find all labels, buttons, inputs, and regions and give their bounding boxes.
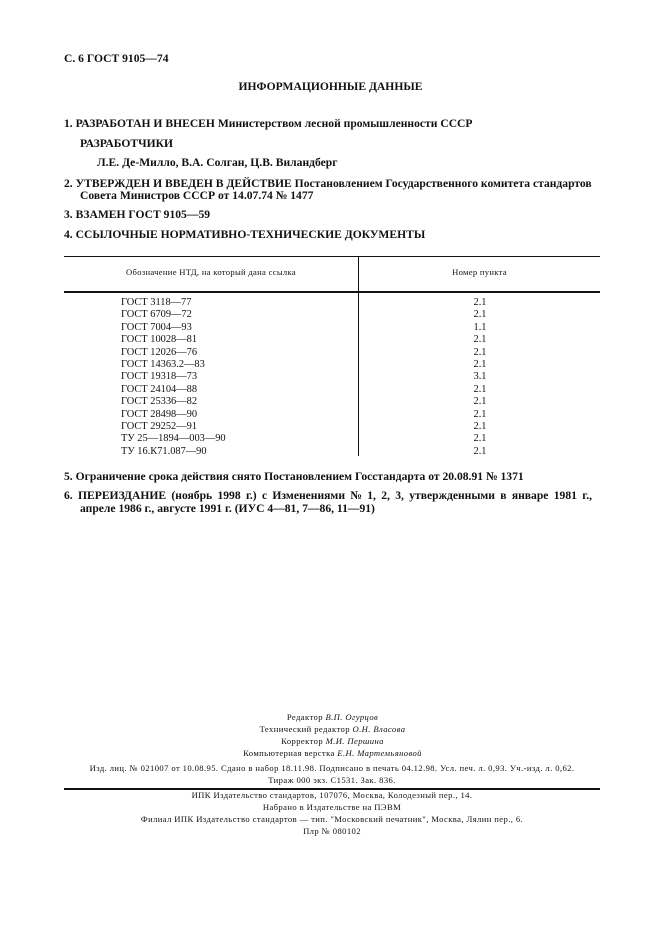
publisher-line-2: Набрано в Издательстве на ПЭВМ [262,802,402,812]
item-1 [64,117,473,130]
clause-number: 2.1 [473,433,487,445]
clause-number: 2.1 [473,445,487,457]
credit-line [0,736,661,746]
table-header-ntd: Обозначение НТД, на который дана ссылка [126,267,296,277]
clause-number: 2.1 [473,346,487,358]
credit-line [0,748,661,758]
item-3: 3. ВЗАМЕН ГОСТ 9105—59 [64,208,211,221]
item-5: 5. Ограничение срока действия снято Постановлением Госстандарта от 20.08.91 № 1371 [64,470,524,483]
credit-role: Технический редактор [259,724,350,734]
imprint-line-1: Изд. лиц. № 021007 от 10.08.95. Сдано в набор 18.11.98. Подписано в печать 04.12.98. Усл. печ. л. 0,93. Уч.-изд. л. 0,62. [89,763,575,773]
clause-number: 2.1 [473,334,487,346]
ntd-designation: ГОСТ 12026—76 [121,346,198,358]
ntd-designation: ГОСТ 25336—82 [121,396,198,408]
ntd-designation: ТУ 25—1894—003—90 [121,433,226,445]
clause-number: 1.1 [473,321,487,333]
credit-name: Е.Н. Мартемьяновой [337,748,422,758]
publisher-line-4: Плр № 080102 [303,826,361,836]
item-2-text: Постановлением Государственного комитета стандартов [294,177,592,190]
item-2-label: 2. УТВЕРЖДЕН И ВВЕДЕН В ДЕЙСТВИЕ [64,177,292,190]
clause-number: 2.1 [473,396,487,408]
item-6-line1: 6. ПЕРЕИЗДАНИЕ (ноябрь 1998 г.) с Изменениями № 1, 2, 3, утвержденными в январе 1981 г., [64,489,592,502]
clause-number: 2.1 [473,421,487,432]
ntd-designation: ГОСТ 19318—73 [121,371,198,383]
item-4: 4. ССЫЛОЧНЫЕ НОРМАТИВНО-ТЕХНИЧЕСКИЕ ДОКУМЕНТЫ [64,228,426,241]
ntd-designation: ГОСТ 10028—81 [121,334,198,346]
credit-role: Редактор [286,712,323,722]
credit-name: О.Н. Власова [352,724,406,734]
item-2-line2: Совета Министров СССР от 14.07.74 № 1477 [80,189,314,202]
clause-number: 3.1 [473,371,487,383]
ntd-designation: ГОСТ 28498—90 [121,408,198,420]
ntd-designation: ГОСТ 3118—77 [121,297,192,308]
ntd-designation: ТУ 16.К71.087—90 [121,445,207,457]
page-title: ИНФОРМАЦИОННЫЕ ДАННЫЕ [238,80,423,93]
item-6-line2: апреле 1986 г., августе 1991 г. (ИУС 4—81, 7—86, 11—91) [80,502,375,515]
ntd-designation: ГОСТ 29252—91 [121,421,198,432]
credit-name: М.И. Першина [325,736,384,746]
clause-number: 2.1 [473,297,487,308]
item-1-text: Министерством лесной промышленности СССР [217,117,473,130]
clause-number: 2.1 [473,383,487,395]
clause-number: 2.1 [473,309,487,321]
table-column-divider [358,256,359,456]
clause-number: 2.1 [473,359,487,370]
developers-label: РАЗРАБОТЧИКИ [80,137,174,150]
ntd-designation: ГОСТ 14363.2—83 [121,359,205,370]
table-header-rule [64,291,600,293]
credit-role: Корректор [281,736,324,746]
ntd-designation: ГОСТ 6709—72 [121,309,192,321]
publisher-line-1: ИПК Издательство стандартов, 107076, Москва, Колодезный пер., 14. [191,790,473,800]
ntd-designation: ГОСТ 7004—93 [121,321,192,333]
credit-role: Компьютерная верстка [243,748,335,758]
table-top-rule [64,256,600,257]
table-header-clause: Номер пункта [452,267,507,277]
publisher-line-3: Филиал ИПК Издательство стандартов — тип. "Московский печатник", Москва, Лялин пер., 6. [140,814,524,824]
page-header: С. 6 ГОСТ 9105—74 [64,52,169,65]
imprint-line-2: Тираж 000 экз. С1531. Зак. 836. [268,775,396,785]
item-1-label: 1. РАЗРАБОТАН И ВНЕСЕН [64,117,215,130]
clause-number: 2.1 [473,408,487,420]
credit-line [0,712,661,722]
ntd-designation: ГОСТ 24104—88 [121,383,198,395]
credit-name: В.П. Огурцов [325,712,379,722]
developers: Л.Е. Де-Милло, В.А. Солган, Ц.В. Виландберг [97,156,338,169]
credit-line [0,724,661,734]
